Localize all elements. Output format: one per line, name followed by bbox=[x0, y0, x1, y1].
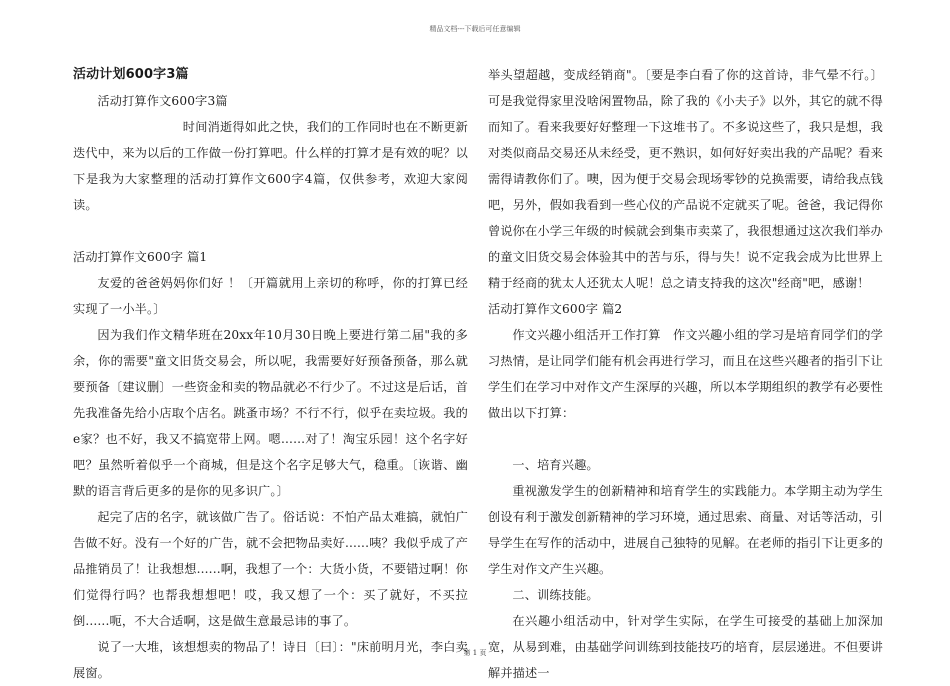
page-number: 第 1 页 bbox=[463, 649, 487, 657]
doc-title: 活动计划600字3篇 bbox=[73, 67, 189, 82]
intro-paragraph: 时间消逝得如此之快，我们的工作同时也在不断更新迭代中，来为以后的工作做一份打算吧。什么样的打算才是有效的呢？以下是我为大家整理的活动打算作文600字4篇，仅供参考，欢迎大家阅读。 bbox=[73, 120, 468, 212]
paragraph: 说了一大堆，该想想卖的物品了！诗日〔曰〕："床前明月光，李白卖展窗。 bbox=[73, 640, 468, 680]
paragraph: 友爱的爸爸妈妈你们好 ！〔开篇就用上亲切的称呼，你的打算已经实现了一小半。〕 bbox=[73, 276, 468, 316]
section-heading-1: 活动打算作文600字 篇1 bbox=[73, 250, 208, 264]
paragraph: 在兴趣小组活动中，针对学生实际，在学生可接受的基础上加深加宽，从易到难，由基础学问训练到技能技巧的培育，层层递进。不但要讲解并描述一 bbox=[488, 614, 883, 680]
paragraph: 重视激发学生的创新精神和培育学生的实践能力。本学期主动为学生创设有利于激发创新精神的学习环境，通过思索、商量、对话等活动，引导学生在写作的活动中，进展自己独特的见解。在老师的指引下让更多的学生对作文产生兴趣。 bbox=[488, 484, 883, 576]
page-header: 精品文档---下载后可任意编辑 bbox=[429, 25, 521, 33]
section-heading-2: 活动打算作文600字 篇2 bbox=[488, 302, 623, 316]
subheading: 一、培育兴趣。 bbox=[512, 458, 599, 472]
doc-subtitle: 活动打算作文600字3篇 bbox=[97, 94, 228, 108]
left-column bbox=[73, 62, 468, 686]
paragraph: 起完了店的名字，就该做广告了。俗话说：不怕产品太难搞，就怕广告做不好。没有一个好的广告，就不会把物品卖好......咦？我似乎成了产品推销员了！让我想想......啊，我想了一个：大货小货，不要错过啊！你们觉得行吗？也帮我想想吧！哎，我又想了一个：买了就好，不买拉倒......呃，不大合适啊，这是做生意最忌讳的事了。 bbox=[73, 510, 468, 628]
spacer bbox=[488, 426, 883, 452]
paragraph: 作文兴趣小组活开工作打算 作文兴趣小组的学习是培育同学们的学习热情，是让同学们能有机会再进行学习，而且在这些兴趣者的指引下让学生们在学习中对作文产生深厚的兴趣，所以本学期组织的教学有必要性做出以下打算： bbox=[488, 328, 883, 420]
right-column bbox=[488, 62, 883, 686]
subheading: 二、训练技能。 bbox=[512, 588, 599, 602]
paragraph: 举头望超越，变成经销商"。〔要是李白看了你的这首诗，非气晕不行。〕可是我觉得家里没啥闲置物品，除了我的《小夫子》以外，其它的就不得而知了。看来我要好好整理一下这堆书了。不多说这些了，我只是想，我对类似商品交易还从未经受，更不熟识，如何好好卖出我的产品呢？看来需得请教你们了。噢，因为便于交易会现场零钞的兑换需要，请给我点钱吧，另外，假如我看到一些心仪的产品说不定就买了呢。爸爸，我记得你曾说你在小学三年级的时候就会到集市卖菜了，我很想通过这次我们举办的童文旧货交易会体验其中的苦与乐，得与失！说不定我会成为比世界上精于经商的犹太人还犹太人呢！总之请支持我的这次"经商"吧，感谢！ bbox=[488, 68, 883, 290]
paragraph: 因为我们作文精华班在20xx年10月30日晚上要进行第二届"我的多余，你的需要"童文旧货交易会，所以呢，我需要好好预备预备，那么就要预备〔建议删〕一些资金和卖的物品就必不行少了。不过这是后话，首先我准备先给小店取个店名。跳蚤市场？不行不行，似乎在卖垃圾。我的e家？也不好，我又不搞宽带上网。嗯......对了！淘宝乐园！这个名字好吧？虽然听着似乎一个商城，但是这个名字足够大气，稳重。〔诙谐、幽默的语言背后更多的是你的见多识广。〕 bbox=[73, 328, 468, 498]
spacer bbox=[73, 218, 468, 244]
